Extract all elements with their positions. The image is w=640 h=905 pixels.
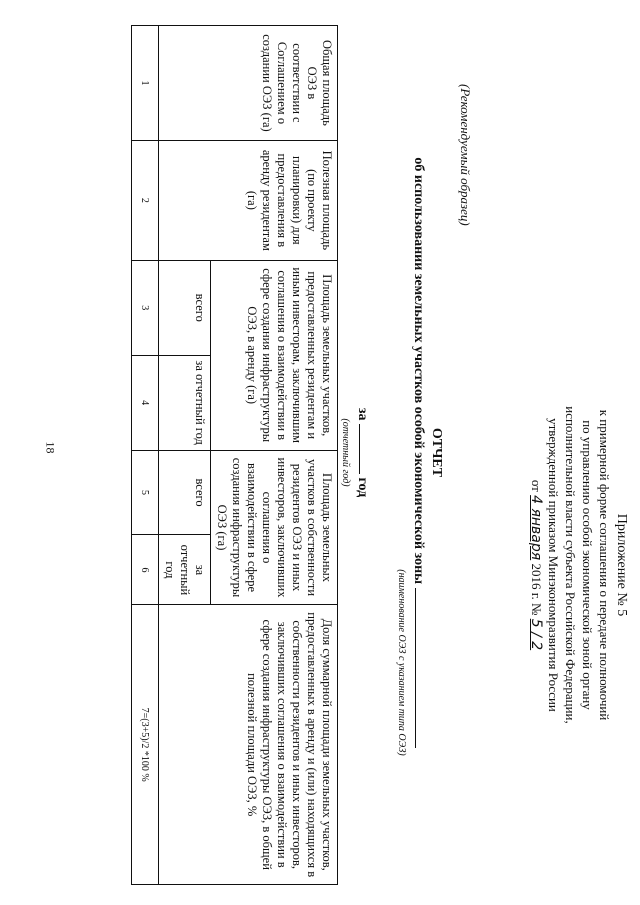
report-period (337, 0, 372, 905)
appendix-date-line (527, 230, 545, 900)
subheader-leased-total: всего (159, 260, 211, 355)
period-blank (359, 424, 372, 474)
zone-name-blank (415, 588, 428, 748)
col-num-1: 1 (132, 26, 159, 141)
order-number-handwritten: 5 / 2 (528, 618, 544, 651)
col-num-6: 6 (132, 535, 159, 605)
recommended-sample: (Рекомендуемый образец) (458, 84, 473, 226)
period-prefix: за (355, 407, 370, 421)
appendix-line-1: к примерной форме соглашения о передаче полномочий (597, 409, 612, 721)
header-row (211, 26, 338, 885)
period-suffix: год (355, 477, 370, 498)
appendix-line-2: по управлению особой экономической зоной органу (580, 420, 595, 710)
col-num-2: 2 (132, 140, 159, 260)
col-header-share: Доля суммарной площади земельных участков, предоставленных в аренду и (или) находящихся в собственности резидентов и иных инвесторов, заключивших соглашения о взаимодействии в сфере создания инфраструктуры ОЭЗ, в общей полезной площади ОЭЗ, % (159, 605, 338, 885)
report-subtitle-line (410, 0, 428, 905)
appendix-block (527, 230, 630, 900)
appendix-line-4: утвержденной приказом Минэкономразвития России (546, 418, 561, 712)
report-title-block (393, 0, 445, 905)
report-subtitle: об использовании земельных участков особой экономической зоны (411, 157, 426, 585)
date-handwritten: 4 января (528, 495, 544, 561)
zone-name-note: (наименование ОЭЗ с указанием типа ОЭЗ) (396, 569, 407, 756)
col-header-owned-area: Площадь земельных участков в собственности резидентов ОЭЗ и иных инвесторов, заключивших соглашения о взаимодействии в сфере создания инфраструктуры ОЭЗ (га) (211, 450, 338, 605)
date-year: 2016 г. № (529, 563, 544, 616)
col-header-useful-area: Полезная площадь (по проекту планировки) для предоставления в аренду резидентам (га) (159, 140, 338, 260)
subheader-leased-year: за отчетный год (159, 355, 211, 450)
appendix-line-3: исполнительной власти субъекта Российской Федерации, (563, 406, 578, 724)
column-numbers-row (132, 26, 159, 885)
col-num-7: 7=(3+5)/2 *100 % (132, 605, 159, 885)
page-number: 18 (43, 441, 58, 454)
report-table (131, 25, 338, 885)
report-title: ОТЧЕТ (429, 427, 444, 478)
appendix-heading: Приложение № 5 (614, 513, 629, 617)
subheader-owned-total: всего (159, 450, 211, 535)
col-num-4: 4 (132, 355, 159, 450)
col-header-total-area: Общая площадь ОЭЗ в соответствии с Соглашением о создании ОЭЗ (га) (159, 26, 338, 141)
period-note: (отчетный год) (340, 418, 351, 487)
col-num-5: 5 (132, 450, 159, 535)
date-prefix: от (529, 479, 544, 492)
col-num-3: 3 (132, 260, 159, 355)
subheader-owned-year: за отчетный год (159, 535, 211, 605)
col-header-leased-area: Площадь земельных участков, предоставленных резидентам и иным инвесторам, заключившим соглашения о взаимодействии в сфере создания инфраструктуры ОЭЗ, в аренду (га) (211, 260, 338, 450)
